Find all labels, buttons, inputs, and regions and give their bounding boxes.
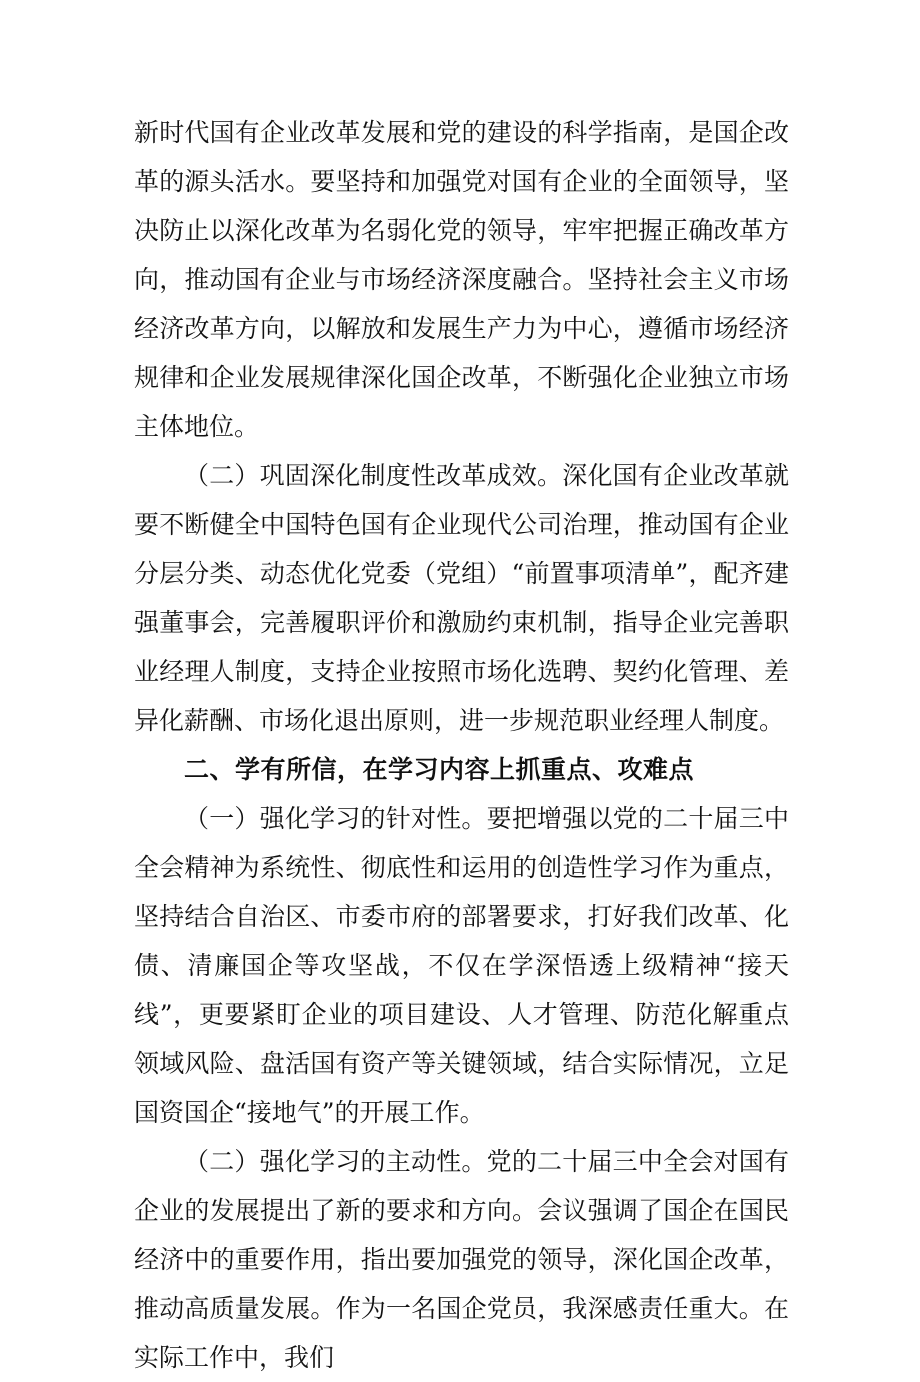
paragraph-consolidate-reform: （二）巩固深化制度性改革成效。深化国有企业改革就要不断健全中国特色国有企业现代公司治理，推动国有企业分层分类、动态优化党委（党组）“前置事项清单”，配齐建强董事会，完善履职评价和激励约束机制，指导企业完善职业经理人制度，支持企业按照市场化选聘、契约化管理、差异化薪酬、市场化退出原则，进一步规范职业经理人制度。: [134, 461, 789, 735]
document-body: [134, 108, 789, 1382]
paragraph-study-initiative: （二）强化学习的主动性。党的二十届三中全会对国有企业的发展提出了新的要求和方向。会议强调了国企在国民经济中的重要作用，指出要加强党的领导，深化国企改革，推动高质量发展。作为一名国企党员，我深感责任重大。在实际工作中，我们: [134, 1147, 789, 1372]
section-heading-2: 二、学有所信，在学习内容上抓重点、攻难点: [184, 755, 695, 784]
paragraph-continuation: 新时代国有企业改革发展和党的建设的科学指南，是国企改革的源头活水。要坚持和加强党对国有企业的全面领导，坚决防止以深化改革为名弱化党的领导，牢牢把握正确改革方向，推动国有企业与市场经济深度融合。坚持社会主义市场经济改革方向，以解放和发展生产力为中心，遵循市场经济规律和企业发展规律深化国企改革，不断强化企业独立市场主体地位。: [134, 118, 789, 441]
paragraph-study-targeted: （一）强化学习的针对性。要把增强以党的二十届三中全会精神为系统性、彻底性和运用的创造性学习作为重点，坚持结合自治区、市委市府的部署要求，打好我们改革、化债、清廉国企等攻坚战，不仅在学深悟透上级精神“接天线”，更要紧盯企业的项目建设、人才管理、防范化解重点领域风险、盘活国有资产等关键领域，结合实际情况，立足国资国企“接地气”的开展工作。: [134, 804, 789, 1127]
